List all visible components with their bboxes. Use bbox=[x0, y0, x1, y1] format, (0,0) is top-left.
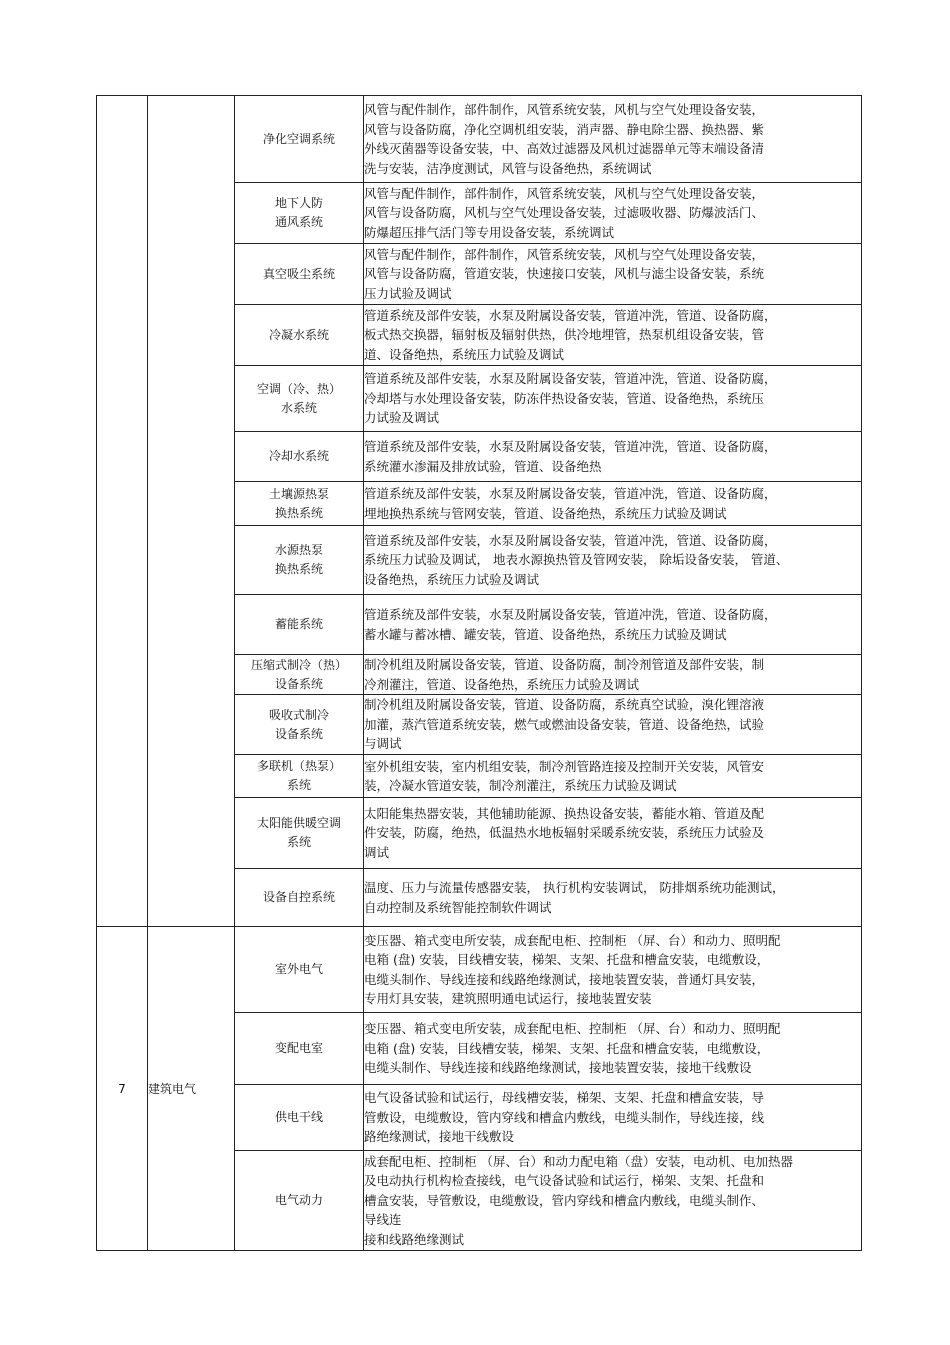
content-cell bbox=[364, 755, 862, 798]
subsection-label: 蓄能系统 bbox=[274, 617, 323, 631]
subsection-label: 电气动力 bbox=[274, 1193, 323, 1207]
subsection-cell bbox=[235, 798, 364, 869]
subsection-cell bbox=[235, 482, 364, 526]
table-row bbox=[97, 927, 862, 1013]
content-line: 防爆超压排气活门等专用设备安装，系统调试 bbox=[364, 224, 615, 240]
content-line: 管道系统及部件安装，水泵及附属设备安装，管道冲洗，管道、设备防腐， bbox=[364, 371, 777, 387]
subsection-cell bbox=[235, 1013, 364, 1085]
content-line: 力试验及调试 bbox=[364, 410, 440, 426]
content-line: 接和线路绝缘测试 bbox=[364, 1231, 465, 1247]
subsection-cell bbox=[235, 366, 364, 432]
content-line: 太阳能集热器安装，其他辅助能源、换热设备安装，蓄能水箱、管道及配 bbox=[364, 805, 765, 821]
section-number-cell: 7 bbox=[97, 927, 148, 1251]
subsection-label: 多联机（热泵） bbox=[256, 759, 341, 773]
subsection-label: 吸收式制冷 bbox=[268, 707, 329, 722]
work-breakdown-table bbox=[96, 95, 862, 1251]
section-category-cell bbox=[148, 96, 235, 927]
content-line: 板式热交换器，辐射板及辐射供热，供冷地埋管，热泵机组设备安装，管 bbox=[364, 327, 765, 343]
subsection-label: 系统 bbox=[286, 778, 311, 792]
subsection-label: 通风系统 bbox=[274, 215, 323, 229]
subsection-cell bbox=[235, 869, 364, 927]
content-line: 变压器、箱式变电所安装，成套配电柜、控制柜 （屏、台）和动力、照明配 bbox=[364, 1021, 781, 1037]
subsection-label: 土壤源热泵 bbox=[268, 486, 329, 501]
content-cell bbox=[364, 655, 862, 695]
content-line: 管道系统及部件安装，水泵及附属设备安装，管道冲洗，管道、设备防腐， bbox=[364, 607, 777, 622]
content-line: 电气设备试验和试运行，母线槽安装，梯架、支架、托盘和槽盒安装，导 bbox=[364, 1090, 765, 1106]
content-line: 风管与配件制作，部件制作，风管系统安装，风机与空气处理设备安装， bbox=[364, 185, 765, 201]
subsection-label: 换热系统 bbox=[274, 505, 323, 520]
content-line: 系统压力试验及调试， 地表水源换热管及管网安装， 除垢设备安装， 管道、 bbox=[364, 552, 789, 568]
section-number-cell bbox=[97, 96, 148, 927]
content-line: 管道系统及部件安装，水泵及附属设备安装，管道冲洗，管道、设备防腐， bbox=[364, 532, 777, 548]
subsection-cell bbox=[235, 655, 364, 695]
content-cell bbox=[364, 366, 862, 432]
content-line: 电缆头制作、导线连接和线路绝缘测试，接地装置安装，普通灯具安装， bbox=[364, 971, 765, 987]
content-line: 导线连 bbox=[364, 1212, 402, 1228]
content-line: 系统灌水渗漏及排放试验，管道、设备绝热 bbox=[364, 458, 602, 474]
content-line: 埋地换热系统与管网安装，管道、设备绝热，系统压力试验及调试 bbox=[364, 505, 727, 521]
subsection-label: 换热系统 bbox=[274, 562, 323, 576]
subsection-cell bbox=[235, 432, 364, 482]
content-cell bbox=[364, 305, 862, 366]
content-cell bbox=[364, 1151, 862, 1251]
subsection-label: 冷却水系统 bbox=[268, 449, 329, 463]
content-line: 制冷机组及附属设备安装，管道、设备防腐，系统真空试验，溴化锂溶液 bbox=[364, 697, 765, 713]
content-cell bbox=[364, 432, 862, 482]
content-line: 电箱 (盘) 安装，目线槽安装，梯架、支架、托盘和槽盒安装，电缆敷设， bbox=[364, 1040, 770, 1056]
content-line: 设备绝热，系统压力试验及调试 bbox=[364, 571, 540, 587]
content-line: 风管与配件制作，部件制作，风管系统安装，风机与空气处理设备安装， bbox=[364, 102, 765, 117]
content-line: 成套配电柜、控制柜 （屏、台）和动力配电箱（盘）安装，电动机、电加热器 bbox=[364, 1153, 793, 1169]
content-line: 路绝缘测试，接地干线敷设 bbox=[364, 1129, 515, 1145]
content-line: 电缆头制作、导线连接和线路绝缘测试，接地装置安装，接地干线敷设 bbox=[364, 1060, 752, 1076]
content-line: 管敷设，电缆敷设，管内穿线和槽盒内敷线，电缆头制作，导线连接，线 bbox=[364, 1109, 765, 1125]
content-line: 变压器、箱式变电所安装，成套配电柜、控制柜 （屏、台）和动力、照明配 bbox=[364, 932, 781, 948]
content-cell bbox=[364, 244, 862, 305]
content-cell bbox=[364, 183, 862, 244]
subsection-label: 压缩式制冷（热） bbox=[250, 657, 347, 672]
subsection-label: 空调（冷、热） bbox=[256, 381, 341, 396]
subsection-label: 真空吸尘系统 bbox=[262, 266, 335, 281]
content-cell bbox=[364, 96, 862, 183]
content-line: 风管与配件制作，部件制作，风管系统安装，风机与空气处理设备安装， bbox=[364, 246, 765, 262]
subsection-label: 净化空调系统 bbox=[262, 131, 335, 146]
subsection-label: 设备系统 bbox=[274, 726, 323, 741]
content-line: 压力试验及调试 bbox=[364, 285, 452, 301]
subsection-cell bbox=[235, 1085, 364, 1151]
content-line: 冷却塔与水处理设备安装，防冻伴热设备安装，管道、设备绝热，系统压 bbox=[364, 390, 765, 406]
subsection-label: 室外电气 bbox=[274, 962, 323, 976]
subsection-label: 供电干线 bbox=[274, 1110, 323, 1124]
content-line: 件安装，防腐，绝热，低温热水地板辐射采暖系统安装，系统压力试验及 bbox=[364, 825, 765, 841]
content-line: 室外机组安装，室内机组安装，制冷剂管路连接及控制开关安装，风管安 bbox=[364, 758, 765, 774]
content-line: 温度、压力与流量传感器安装， 执行机构安装调试， 防排烟系统功能测试， bbox=[364, 880, 785, 895]
content-cell bbox=[364, 1013, 862, 1085]
subsection-cell bbox=[235, 96, 364, 183]
subsection-label: 太阳能供暖空调 bbox=[256, 816, 341, 830]
content-line: 管道系统及部件安装，水泵及附属设备安装，管道冲洗，管道、设备防腐， bbox=[364, 486, 777, 501]
content-line: 外线灭菌器等设备安装，中、高效过滤器及风机过滤器单元等末端设备清 bbox=[364, 141, 765, 156]
content-cell bbox=[364, 798, 862, 869]
content-line: 管道系统及部件安装，水泵及附属设备安装，管道冲洗，管道、设备防腐， bbox=[364, 307, 777, 323]
content-line: 自动控制及系统智能控制软件调试 bbox=[364, 899, 552, 915]
content-cell bbox=[364, 595, 862, 655]
subsection-label: 地下人防 bbox=[274, 196, 323, 210]
subsection-label: 系统 bbox=[286, 835, 311, 849]
content-line: 风管与设备防腐，风机与空气处理设备安装，过滤吸收器、防爆波活门、 bbox=[364, 205, 765, 221]
content-line: 与调试 bbox=[364, 736, 402, 752]
content-line: 风管与设备防腐，管道安装，快速接口安装，风机与滤尘设备安装，系统 bbox=[364, 266, 765, 282]
subsection-cell bbox=[235, 927, 364, 1013]
content-cell bbox=[364, 869, 862, 927]
content-line: 调试 bbox=[364, 844, 390, 860]
content-cell bbox=[364, 1085, 862, 1151]
content-line: 冷剂灌注，管道、设备绝热，系统压力试验及调试 bbox=[364, 676, 640, 692]
subsection-label: 变配电室 bbox=[274, 1041, 323, 1055]
subsection-cell bbox=[235, 1151, 364, 1251]
subsection-cell bbox=[235, 183, 364, 244]
content-line: 风管与设备防腐，净化空调机组安装，消声器、静电除尘器、换热器、紫 bbox=[364, 121, 765, 137]
content-cell bbox=[364, 526, 862, 595]
subsection-label: 水源热泵 bbox=[274, 543, 323, 557]
content-line: 装，冷凝水管道安装，制冷剂灌注，系统压力试验及调试 bbox=[364, 778, 677, 793]
content-line: 槽盒安装，导管敷设，电缆敷设，管内穿线和槽盒内敷线，电缆头制作、 bbox=[364, 1192, 765, 1208]
content-cell bbox=[364, 482, 862, 526]
content-line: 道、设备绝热，系统压力试验及调试 bbox=[364, 346, 565, 362]
content-line: 制冷机组及附属设备安装，管道、设备防腐，制冷剂管道及部件安装，制 bbox=[364, 657, 765, 672]
subsection-label: 设备自控系统 bbox=[262, 890, 335, 904]
subsection-label: 设备系统 bbox=[274, 676, 323, 691]
content-line: 洗与安装，洁净度测试，风管与设备绝热，系统调试 bbox=[364, 160, 652, 176]
content-line: 及电动执行机构检查接线，电气设备试验和试运行，梯架、支架、托盘和 bbox=[364, 1173, 765, 1189]
content-line: 加灌，蒸汽管道系统安装，燃气或燃油设备安装，管道、设备绝热，试验 bbox=[364, 716, 765, 732]
content-line: 电箱 (盘) 安装，目线槽安装，梯架、支架、托盘和槽盒安装，电缆敷设， bbox=[364, 952, 770, 967]
subsection-label: 水系统 bbox=[280, 400, 317, 415]
subsection-cell bbox=[235, 595, 364, 655]
table-row bbox=[97, 96, 862, 183]
subsection-cell bbox=[235, 695, 364, 755]
content-cell bbox=[364, 927, 862, 1013]
subsection-cell bbox=[235, 526, 364, 595]
subsection-cell bbox=[235, 305, 364, 366]
content-line: 蓄水罐与蓄冰槽、罐安装，管道、设备绝热，系统压力试验及调试 bbox=[364, 626, 727, 642]
content-line: 管道系统及部件安装，水泵及附属设备安装，管道冲洗，管道、设备防腐， bbox=[364, 439, 777, 454]
content-cell bbox=[364, 695, 862, 755]
subsection-cell bbox=[235, 244, 364, 305]
content-line: 专用灯具安装，建筑照明通电试运行，接地装置安装 bbox=[364, 991, 652, 1006]
subsection-cell bbox=[235, 755, 364, 798]
section-category-cell: 建筑电气 bbox=[148, 927, 235, 1251]
subsection-label: 冷凝水系统 bbox=[268, 327, 329, 342]
